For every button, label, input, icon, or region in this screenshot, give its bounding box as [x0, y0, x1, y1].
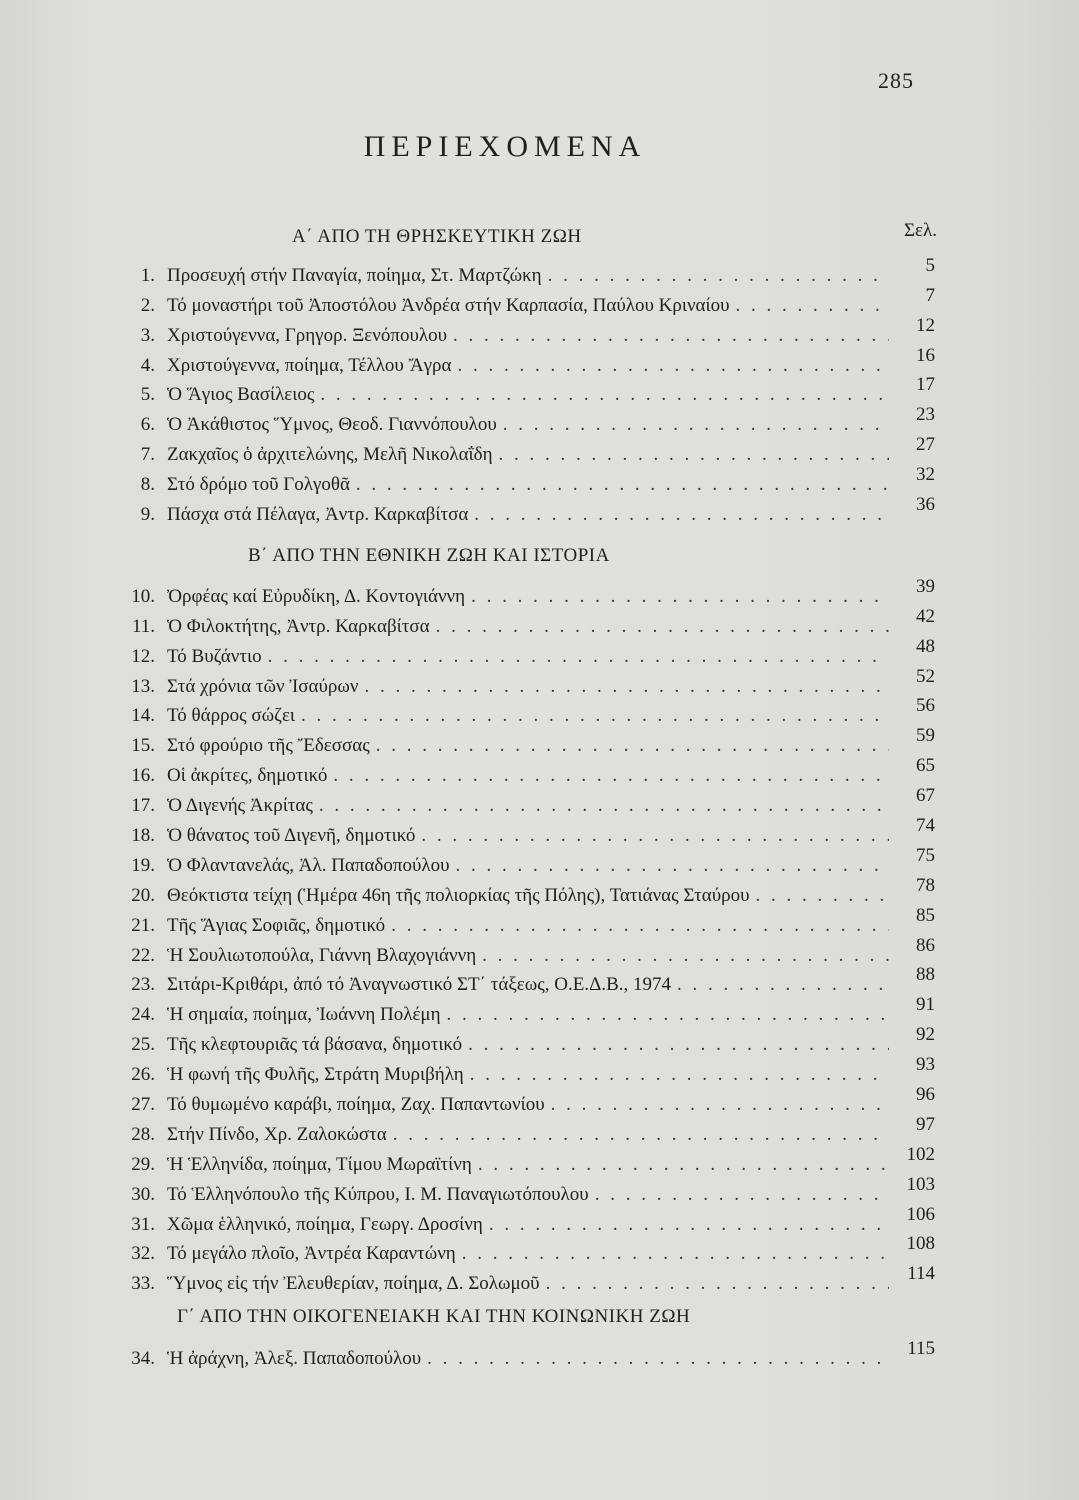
entry-number: 17.	[131, 795, 155, 817]
entry-page: 23	[916, 404, 935, 426]
entry-title: Στό φρούριο τῆς Ἔδεσσας	[167, 735, 370, 757]
dot-leader	[295, 705, 889, 727]
dot-leader	[462, 1034, 889, 1056]
entry-title: Ἡ σημαία, ποίημα, Ἰωάννη Πολέμη	[167, 1004, 441, 1026]
entry-title: Τό Ἑλληνόπουλο τῆς Κύπρου, Ι. Μ. Παναγιωτόπουλου	[167, 1183, 589, 1205]
toc-entry	[105, 436, 935, 466]
dot-leader	[421, 1348, 889, 1370]
entry-title: Χῶμα ἑλληνικό, ποίημα, Γεωργ. Δροσίνη	[167, 1213, 483, 1235]
entry-page: 75	[916, 844, 935, 866]
toc-list-section-c	[105, 1337, 935, 1370]
toc-entry	[105, 844, 935, 877]
toc-entry	[105, 284, 935, 317]
entry-title: Ἡ Ἑλληνίδα, ποίημα, Τίμου Μωραϊτίνη	[167, 1153, 472, 1175]
entry-page: 93	[916, 1054, 935, 1076]
toc-list-section-b	[105, 575, 935, 1295]
entry-number: 16.	[131, 765, 155, 787]
entry-title: Χριστούγεννα, ποίημα, Τέλλου Ἄγρα	[167, 354, 452, 376]
entry-number: 13.	[131, 675, 155, 697]
entry-page: 42	[916, 605, 935, 627]
toc-entry	[105, 496, 935, 526]
entry-number: 23.	[131, 974, 155, 996]
dot-leader	[542, 265, 889, 287]
dot-leader	[387, 1124, 889, 1146]
entry-number: 31.	[131, 1213, 155, 1235]
toc-entry	[105, 575, 935, 608]
entry-number: 5.	[140, 384, 155, 406]
entry-title: Τό θάρρος σώζει	[167, 705, 296, 727]
entry-page: 106	[906, 1203, 935, 1225]
dot-leader	[456, 1243, 889, 1265]
entry-page: 16	[916, 344, 935, 366]
entry-title: Ὁ Ἀκάθιστος Ὕμνος, Θεοδ. Γιαννόπουλου	[167, 414, 497, 436]
dot-leader	[370, 735, 889, 757]
entry-title: Ὁ Ἅγιος Βασίλειος	[167, 384, 315, 406]
entry-number: 28.	[131, 1123, 155, 1145]
entry-title: Στά χρόνια τῶν Ἰσαύρων	[167, 675, 359, 697]
entry-title: Προσευχή στήν Παναγία, ποίημα, Στ. Μαρτζώκη	[167, 264, 542, 286]
entry-page: 56	[916, 695, 935, 717]
entry-title: Τό μεγάλο πλοῖο, Ἀντρέα Καραντώνη	[167, 1243, 456, 1265]
toc-entry	[105, 727, 935, 757]
toc-entry	[105, 757, 935, 787]
entry-title: Ὕμνος εἰς τήν Ἐλευθερίαν, ποίημα, Δ. Σολωμοῦ	[167, 1273, 540, 1295]
entry-title: Χριστούγεννα, Γρηγορ. Ξενόπουλου	[167, 324, 447, 346]
entry-page: 115	[907, 1337, 935, 1359]
entry-page: 96	[916, 1084, 935, 1106]
dot-leader	[430, 616, 889, 638]
dot-leader	[589, 1184, 889, 1206]
dot-leader	[497, 414, 889, 436]
entry-page: 48	[916, 635, 935, 657]
toc-entry	[105, 406, 935, 436]
entry-page: 85	[916, 904, 935, 926]
dot-leader	[314, 384, 889, 406]
entry-page: 39	[916, 575, 935, 597]
dot-leader	[450, 855, 889, 877]
entry-number: 10.	[131, 585, 155, 607]
entry-number: 19.	[131, 854, 155, 876]
entry-page: 102	[906, 1143, 935, 1165]
dot-leader	[545, 1094, 889, 1116]
entry-title: Ὁ Φιλοκτήτης, Ἀντρ. Καρκαβίτσα	[167, 615, 430, 637]
dot-leader	[350, 474, 889, 496]
dot-leader	[441, 1004, 889, 1026]
toc-entry	[105, 817, 935, 847]
section-heading-c: Γ΄ ΑΠΟ ΤΗΝ ΟΙΚΟΓΕΝΕΙΑΚΗ ΚΑΙ ΤΗΝ ΚΟΙΝΩΝΙΚΗ ΖΩΗ	[177, 1306, 691, 1327]
entry-title: Ἡ Σουλιωτοπούλα, Γιάννη Βλαχογιάννη	[167, 944, 477, 966]
toc-entry	[105, 1026, 935, 1056]
entry-number: 20.	[131, 884, 155, 906]
entry-page: 108	[906, 1233, 935, 1255]
dot-leader	[540, 1273, 889, 1295]
page-column-label: Σελ.	[904, 220, 937, 241]
toc-entry	[105, 1173, 935, 1206]
toc-entry	[105, 344, 935, 377]
entry-number: 34.	[131, 1347, 155, 1369]
entry-title: Ἡ φωνή τῆς Φυλῆς, Στράτη Μυριβήλη	[167, 1064, 464, 1086]
toc-entry	[105, 314, 935, 347]
toc-entry	[105, 1265, 935, 1295]
entry-number: 11.	[131, 615, 155, 637]
toc-entry	[105, 695, 935, 728]
dot-leader	[447, 325, 889, 347]
entry-number: 1.	[140, 264, 155, 286]
entry-page: 7	[925, 284, 935, 306]
dot-leader	[468, 504, 889, 526]
toc-entry	[105, 1143, 935, 1176]
entry-title: Στό δρόμο τοῦ Γολγοθᾶ	[167, 474, 350, 496]
entry-page: 91	[916, 994, 935, 1016]
entry-page: 65	[916, 755, 935, 777]
entry-title: Τό μοναστήρι τοῦ Ἀποστόλου Ἀνδρέα στήν Καρπασία, Παύλου Κριναίου	[167, 294, 730, 316]
entry-page: 5	[925, 254, 935, 276]
entry-number: 29.	[131, 1153, 155, 1175]
toc-list-section-a	[105, 254, 935, 526]
entry-page: 97	[916, 1113, 935, 1135]
dot-leader	[464, 1064, 889, 1086]
toc-entry	[105, 374, 935, 407]
dot-leader	[465, 586, 889, 608]
entry-title: Ἡ ἀράχνη, Ἀλεξ. Παπαδοπούλου	[167, 1347, 422, 1369]
dot-leader	[476, 945, 889, 967]
entry-title: Θεόκτιστα τείχη (Ἡμέρα 46η τῆς πολιορκίας τῆς Πόλης), Τατιάνας Σταύρου	[167, 884, 750, 906]
entry-number: 18.	[131, 825, 155, 847]
entry-number: 30.	[131, 1183, 155, 1205]
entry-number: 32.	[131, 1243, 155, 1265]
section-heading-a: Α΄ ΑΠΟ ΤΗ ΘΡΗΣΚΕΥΤΙΚΗ ΖΩΗ	[292, 226, 582, 247]
entry-title: Ζακχαῖος ὁ ἀρχιτελώνης, Μελῆ Νικολαΐδη	[167, 444, 493, 466]
dot-leader	[358, 676, 889, 698]
dot-leader	[730, 295, 889, 317]
entry-page: 27	[916, 434, 935, 456]
dot-leader	[750, 885, 890, 907]
entry-title: Τῆς Ἅγιας Σοφιᾶς, δημοτικό	[167, 914, 386, 936]
toc-entry	[105, 1203, 935, 1236]
toc-entry	[105, 1233, 935, 1266]
entry-number: 25.	[131, 1034, 155, 1056]
dot-leader	[262, 646, 889, 668]
entry-page: 59	[916, 725, 935, 747]
entry-number: 15.	[131, 735, 155, 757]
entry-title: Ὁ Φλαντανελάς, Ἀλ. Παπαδοπούλου	[167, 854, 450, 876]
entry-page: 88	[916, 964, 935, 986]
entry-title: Ὀρφέας καί Εὐρυδίκη, Δ. Κοντογιάννη	[167, 585, 466, 607]
entry-number: 4.	[140, 354, 155, 376]
dot-leader	[671, 974, 889, 996]
entry-page: 114	[907, 1263, 935, 1285]
entry-page: 12	[916, 314, 935, 336]
entry-page: 36	[916, 494, 935, 516]
section-heading-b: Β΄ ΑΠΟ ΤΗΝ ΕΘΝΙΚΗ ΖΩΗ ΚΑΙ ΙΣΤΟΡΙΑ	[248, 545, 610, 566]
entry-number: 7.	[140, 444, 155, 466]
entry-number: 26.	[131, 1064, 155, 1086]
toc-entry	[105, 787, 935, 817]
entry-page: 92	[916, 1024, 935, 1046]
toc-entry	[105, 904, 935, 937]
toc-entry	[105, 254, 935, 287]
entry-number: 24.	[131, 1004, 155, 1026]
entry-page: 74	[916, 815, 935, 837]
entry-title: Ὁ θάνατος τοῦ Διγενῆ, δημοτικό	[167, 825, 416, 847]
toc-entry	[105, 1113, 935, 1146]
entry-number: 9.	[140, 504, 155, 526]
entry-number: 14.	[131, 705, 155, 727]
toc-entry	[105, 635, 935, 668]
entry-title: Οἱ ἀκρίτες, δημοτικό	[167, 765, 328, 787]
entry-page: 52	[916, 665, 935, 687]
entry-number: 27.	[131, 1094, 155, 1116]
entry-title: Στήν Πίνδο, Χρ. Ζαλοκώστα	[167, 1123, 387, 1145]
entry-number: 22.	[131, 944, 155, 966]
toc-entry	[105, 1337, 935, 1370]
entry-number: 21.	[131, 914, 155, 936]
dot-leader	[451, 355, 889, 377]
toc-entry	[105, 996, 935, 1026]
toc-entry	[105, 964, 935, 997]
toc-entry	[105, 1086, 935, 1116]
toc-entry	[105, 665, 935, 698]
dot-leader	[483, 1214, 889, 1236]
dot-leader	[313, 795, 889, 817]
dot-leader	[327, 765, 889, 787]
entry-page: 78	[916, 874, 935, 896]
entry-title: Τό θυμωμένο καράβι, ποίημα, Ζαχ. Παπαντωνίου	[167, 1094, 545, 1116]
entry-page: 67	[916, 785, 935, 807]
dot-leader	[415, 825, 889, 847]
dot-leader	[472, 1154, 889, 1176]
page-number: 285	[878, 68, 914, 93]
entry-title: Σιτάρι-Κριθάρι, ἀπό τό Ἀναγνωστικό ΣΤ΄ τάξεως, Ο.Ε.Δ.Β., 1974	[167, 974, 672, 996]
toc-entry	[105, 605, 935, 638]
entry-title: Ὁ Διγενής Ἀκρίτας	[167, 795, 313, 817]
entry-number: 6.	[140, 414, 155, 436]
toc-entry	[105, 874, 935, 907]
entry-page: 32	[916, 464, 935, 486]
entry-number: 3.	[140, 324, 155, 346]
entry-number: 33.	[131, 1273, 155, 1295]
dot-leader	[385, 915, 889, 937]
dot-leader	[493, 444, 889, 466]
page-title: ΠΕΡΙΕΧΟΜΕΝΑ	[363, 130, 647, 163]
entry-title: Πάσχα στά Πέλαγα, Ἀντρ. Καρκαβίτσα	[167, 504, 469, 526]
entry-title: Τό Βυζάντιο	[167, 645, 262, 667]
entry-number: 8.	[140, 474, 155, 496]
entry-title: Τῆς κλεφτουριᾶς τά βάσανα, δημοτικό	[167, 1034, 463, 1056]
entry-number: 12.	[131, 645, 155, 667]
toc-entry	[105, 934, 935, 967]
entry-page: 103	[906, 1173, 935, 1195]
toc-entry	[105, 466, 935, 496]
entry-number: 2.	[140, 294, 155, 316]
toc-entry	[105, 1056, 935, 1086]
entry-page: 17	[916, 374, 935, 396]
entry-page: 86	[916, 934, 935, 956]
